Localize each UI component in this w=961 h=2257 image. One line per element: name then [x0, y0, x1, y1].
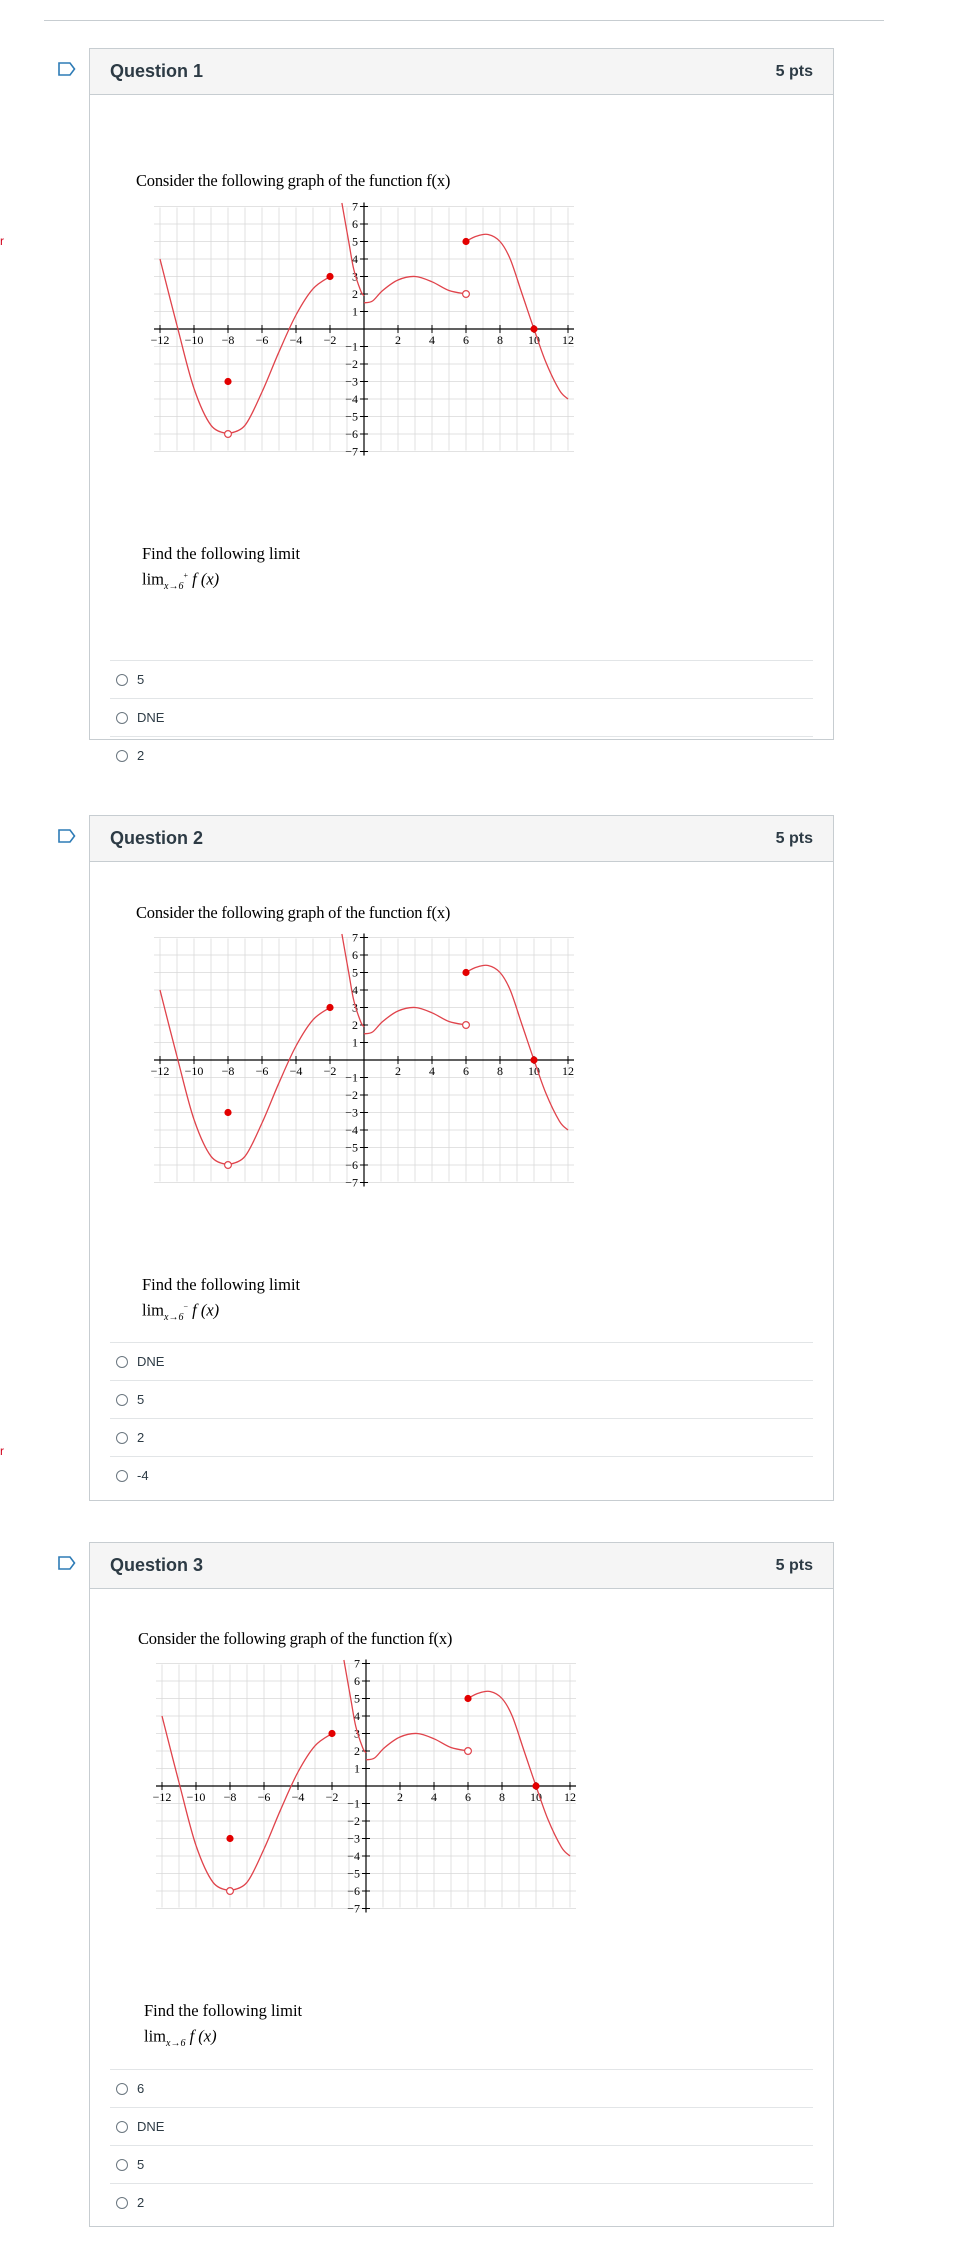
open-point: [227, 1888, 234, 1895]
question-card: [89, 1542, 834, 2227]
answer-list: [110, 1342, 813, 1494]
question-title: Question 3: [110, 1555, 204, 1575]
limit-function: f (x): [192, 569, 220, 589]
question-header: [90, 816, 833, 862]
x-tick-label: 6: [465, 1790, 471, 1804]
x-tick-label: 12: [562, 333, 574, 347]
filled-point: [530, 1056, 537, 1063]
y-tick-label: −4: [345, 392, 358, 406]
x-tick-label: 6: [463, 333, 469, 347]
limit-expression: $\lim_{x\to 6} f$ (x): [144, 2026, 217, 2049]
answer-label: 5: [137, 1392, 145, 1407]
open-point: [463, 291, 470, 298]
y-tick-label: 2: [354, 1744, 360, 1758]
question-points: 5 pts: [775, 1556, 813, 1574]
x-tick-label: −2: [323, 1064, 337, 1078]
radio-button[interactable]: [116, 712, 128, 724]
radio-button[interactable]: [116, 750, 128, 762]
answer-option[interactable]: [110, 1380, 813, 1418]
answer-label: DNE: [137, 1354, 165, 1369]
x-tick-label: −4: [291, 1790, 305, 1804]
y-tick-label: 5: [354, 1691, 360, 1706]
question-find: [142, 1274, 300, 1329]
y-tick-label: 7: [352, 199, 358, 214]
find-text: Find the following limit: [144, 2001, 303, 2020]
answer-label: 2: [137, 2195, 145, 2210]
y-tick-label: −5: [345, 409, 358, 424]
y-tick-label: 7: [352, 930, 358, 945]
y-tick-label: 5: [352, 965, 358, 980]
y-tick-label: 4: [352, 983, 358, 997]
question-header: [90, 1543, 833, 1589]
x-tick-label: 2: [395, 1064, 401, 1078]
filled-point: [464, 1695, 471, 1702]
question-points: 5 pts: [775, 829, 813, 847]
question-prompt: Consider the following graph of the function f(x): [136, 171, 451, 190]
edge-mark: r: [0, 234, 4, 248]
answer-option[interactable]: [110, 1456, 813, 1494]
x-tick-label: −10: [184, 333, 204, 347]
answer-label: 2: [137, 748, 145, 763]
question-title: Question 1: [110, 61, 204, 81]
x-tick-label: 2: [397, 1790, 403, 1804]
answer-option[interactable]: [110, 2107, 813, 2145]
top-divider: [44, 20, 884, 21]
y-tick-label: −7: [347, 1901, 360, 1916]
x-tick-label: −10: [184, 1064, 204, 1078]
x-tick-label: 10: [528, 333, 540, 347]
y-tick-label: 1: [352, 304, 358, 319]
x-tick-label: 8: [497, 1064, 503, 1078]
x-tick-label: −12: [150, 333, 170, 347]
question-card: [89, 815, 834, 1501]
y-tick-label: 2: [352, 1018, 358, 1032]
filled-point: [530, 325, 537, 332]
question-header: [90, 49, 833, 95]
question-points: 5 pts: [775, 62, 813, 80]
filled-point: [328, 1730, 335, 1737]
y-tick-label: 4: [354, 1709, 360, 1723]
x-tick-label: −10: [186, 1790, 206, 1804]
x-tick-label: 2: [395, 333, 401, 347]
filled-point: [462, 969, 469, 976]
radio-button[interactable]: [116, 2197, 128, 2209]
y-tick-label: 3: [352, 269, 358, 284]
function-graph: [150, 930, 574, 1190]
y-tick-label: −6: [347, 1884, 360, 1898]
bookmark-icon[interactable]: [58, 1556, 76, 1570]
y-tick-label: −2: [347, 1814, 360, 1828]
limit-expression: $\lim_{x\to 6}^- f$ (x): [142, 1300, 220, 1323]
function-graph: [150, 199, 574, 459]
radio-button[interactable]: [116, 1394, 128, 1406]
x-tick-label: −2: [323, 333, 337, 347]
y-tick-label: 6: [354, 1674, 360, 1688]
find-text: Find the following limit: [142, 544, 301, 563]
open-point: [465, 1748, 472, 1755]
answer-list: [110, 2069, 813, 2221]
y-tick-label: −3: [347, 1831, 360, 1846]
y-tick-label: −4: [345, 1123, 358, 1137]
limit-expression: $\lim_{x\to 6}^+ f$ (x): [142, 569, 220, 592]
x-tick-label: −6: [255, 333, 269, 347]
y-tick-label: −1: [345, 339, 358, 354]
question-prompt: Consider the following graph of the function f(x): [136, 903, 451, 922]
y-tick-label: −6: [345, 1158, 358, 1172]
x-tick-label: 10: [530, 1790, 542, 1804]
answer-option[interactable]: [110, 2183, 813, 2221]
answer-label: 2: [137, 1430, 145, 1445]
radio-button[interactable]: [116, 1470, 128, 1482]
y-tick-label: −5: [345, 1140, 358, 1155]
question-find: [144, 2000, 302, 2055]
filled-point: [462, 238, 469, 245]
x-tick-label: −8: [221, 1064, 235, 1078]
y-tick-label: 3: [354, 1726, 360, 1741]
radio-button[interactable]: [116, 2083, 128, 2095]
limit-approach: x→6: [164, 580, 184, 592]
x-tick-label: −8: [221, 333, 235, 347]
answer-label: 5: [137, 2157, 145, 2172]
x-tick-label: −12: [152, 1790, 172, 1804]
filled-point: [224, 378, 231, 385]
radio-button[interactable]: [116, 1432, 128, 1444]
y-tick-label: −4: [347, 1849, 360, 1863]
question-find: [142, 543, 300, 598]
bookmark-icon[interactable]: [58, 829, 76, 843]
radio-button[interactable]: [116, 2121, 128, 2133]
x-tick-label: 4: [429, 333, 435, 347]
x-tick-label: −8: [223, 1790, 237, 1804]
edge-mark: r: [0, 1444, 4, 1458]
x-tick-label: 6: [463, 1064, 469, 1078]
y-tick-label: 1: [354, 1761, 360, 1776]
x-tick-label: 4: [429, 1064, 435, 1078]
answer-label: DNE: [137, 2119, 165, 2134]
filled-point: [326, 273, 333, 280]
find-text: Find the following limit: [142, 1275, 301, 1294]
limit-function: f (x): [192, 1300, 220, 1320]
y-tick-label: 5: [352, 234, 358, 249]
y-tick-label: −2: [345, 357, 358, 371]
y-tick-label: −7: [345, 1175, 358, 1190]
y-tick-label: 6: [352, 217, 358, 231]
question-card: [89, 48, 834, 763]
radio-button[interactable]: [116, 1356, 128, 1368]
answer-label: 6: [137, 2081, 145, 2096]
y-tick-label: −1: [347, 1796, 360, 1811]
y-tick-label: −3: [345, 1105, 358, 1120]
filled-point: [224, 1109, 231, 1116]
y-tick-label: 4: [352, 252, 358, 266]
answer-option[interactable]: [110, 736, 813, 774]
radio-button[interactable]: [116, 674, 128, 686]
question-title: Question 2: [110, 828, 204, 848]
answer-option[interactable]: [110, 2069, 813, 2107]
x-tick-label: 8: [499, 1790, 505, 1804]
answer-label: -4: [137, 1468, 149, 1483]
answer-option[interactable]: [110, 1418, 813, 1456]
question-prompt: Consider the following graph of the function f(x): [138, 1629, 453, 1648]
x-tick-label: 4: [431, 1790, 437, 1804]
radio-button[interactable]: [116, 2159, 128, 2171]
answer-option[interactable]: [110, 2145, 813, 2183]
y-tick-label: −5: [347, 1866, 360, 1881]
answer-option[interactable]: [110, 698, 813, 736]
limit-approach: x→6: [164, 1311, 184, 1323]
answer-label: 5: [137, 672, 145, 687]
bookmark-icon[interactable]: [58, 62, 76, 76]
open-point: [225, 1162, 232, 1169]
y-tick-label: −3: [345, 374, 358, 389]
x-tick-label: −6: [257, 1790, 271, 1804]
y-tick-label: 3: [352, 1000, 358, 1015]
x-tick-label: −12: [150, 1064, 170, 1078]
limit-function: f (x): [189, 2026, 217, 2046]
x-tick-label: 8: [497, 333, 503, 347]
answer-option[interactable]: [110, 660, 813, 698]
x-tick-label: −6: [255, 1064, 269, 1078]
y-tick-label: −6: [345, 427, 358, 441]
x-tick-label: 12: [562, 1064, 574, 1078]
x-tick-label: 10: [528, 1064, 540, 1078]
x-tick-label: −2: [325, 1790, 339, 1804]
limit-approach: x→6: [166, 2037, 186, 2049]
y-tick-label: 1: [352, 1035, 358, 1050]
y-tick-label: 7: [354, 1656, 360, 1671]
open-point: [225, 431, 232, 438]
filled-point: [226, 1835, 233, 1842]
x-tick-label: −4: [289, 1064, 303, 1078]
answer-option[interactable]: [110, 1342, 813, 1380]
y-tick-label: −2: [345, 1088, 358, 1102]
limit-side: +: [183, 571, 188, 580]
open-point: [463, 1022, 470, 1029]
answer-label: DNE: [137, 710, 165, 725]
answer-list: [110, 660, 813, 774]
y-tick-label: −7: [345, 444, 358, 459]
y-tick-label: 6: [352, 948, 358, 962]
filled-point: [532, 1782, 539, 1789]
y-tick-label: −1: [345, 1070, 358, 1085]
function-graph: [152, 1656, 576, 1916]
x-tick-label: −4: [289, 333, 303, 347]
x-tick-label: 12: [564, 1790, 576, 1804]
filled-point: [326, 1004, 333, 1011]
y-tick-label: 2: [352, 287, 358, 301]
limit-side: −: [183, 1302, 188, 1311]
